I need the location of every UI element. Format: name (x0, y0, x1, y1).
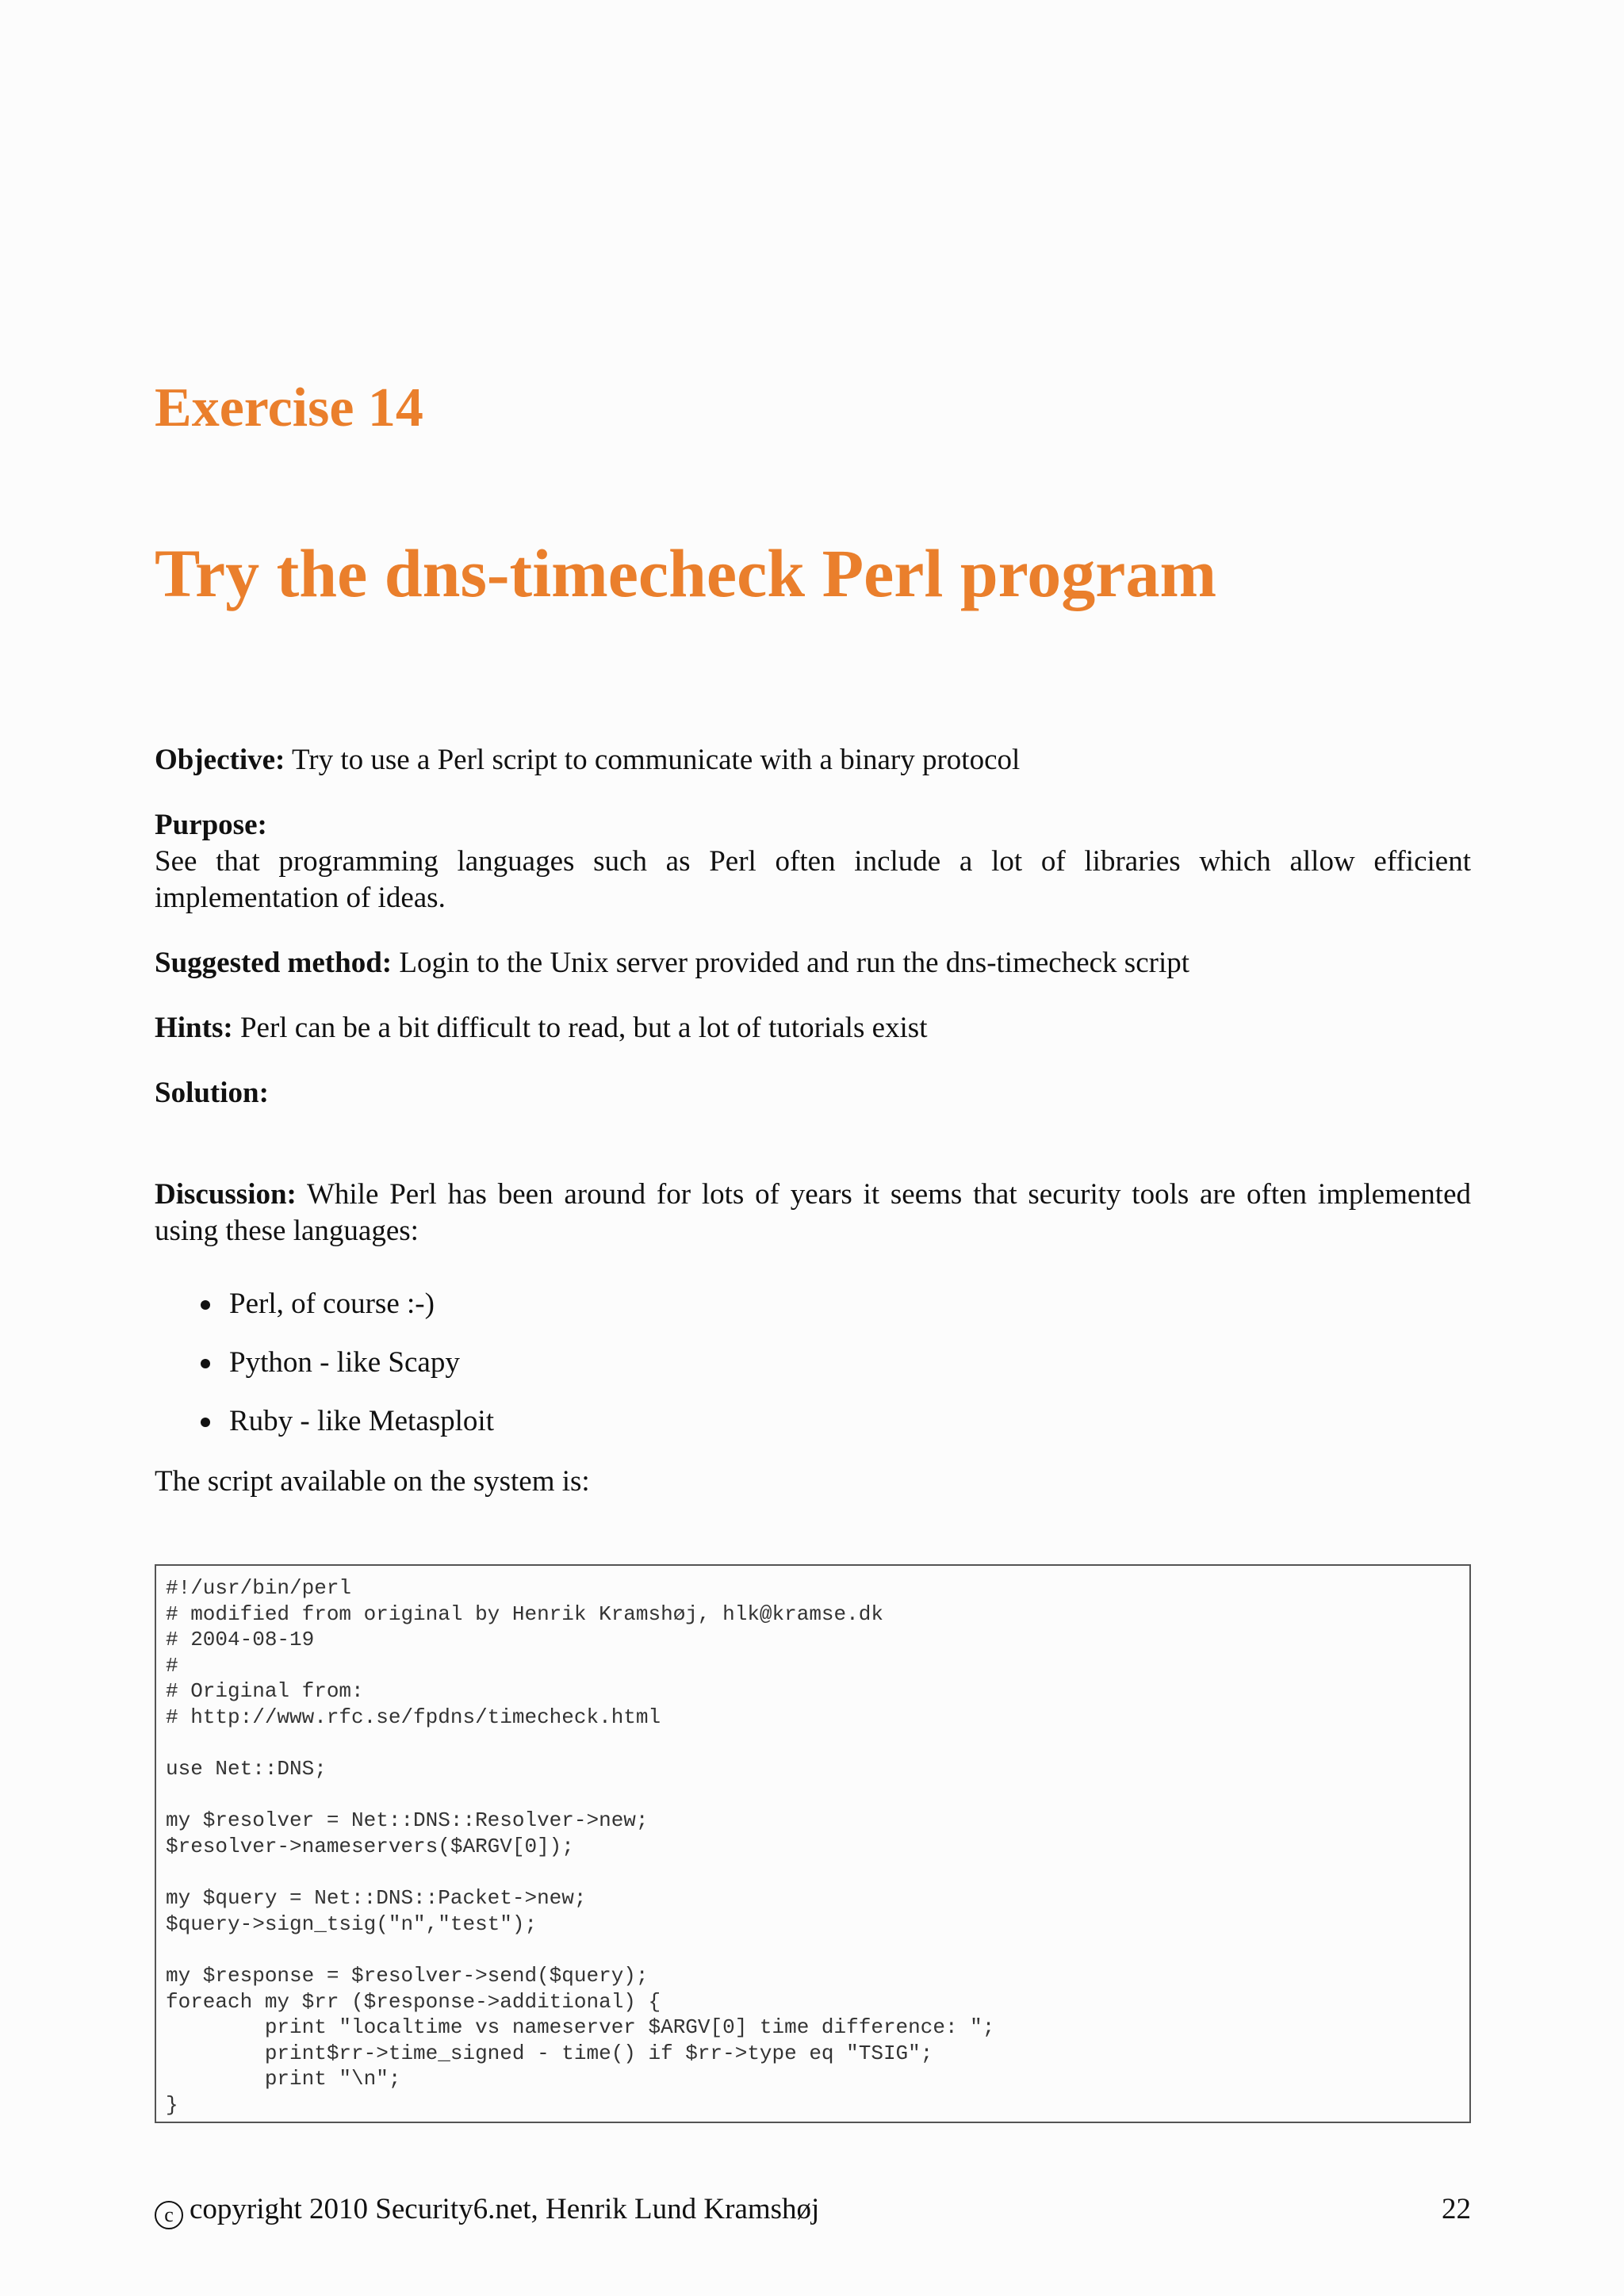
hints-label: Hints: (155, 1012, 233, 1044)
purpose-text: See that programming languages such as Perl often include a lot of libraries which allow efficient implementation of ideas. (155, 845, 1471, 914)
bullet-dot-icon (201, 1418, 210, 1427)
perl-code: #!/usr/bin/perl # modified from original by Henrik Kramshøj, hlk@kramse.dk # 2004-08-19 # # Original from: # http://www.rfc.se/fpdns/timecheck.html use Net::DNS; my $resolver = Net::DNS::Resolver->new; $resolver->nameservers($ARGV[0]); my $query = Net::DNS::Packet->new; $query->sign_tsig("n","test"); my $response = $resolver->send($query); foreach my $rr ($response->additional) { print "localtime vs nameserver $ARGV[0] time difference: "; print$rr->time_signed - time() if $rr->type eq "TSIG"; print "\n"; } (166, 1576, 995, 2117)
exercise-body (155, 742, 1471, 1529)
objective-text: Try to use a Perl script to communicate with a binary protocol (285, 744, 1021, 776)
exercise-label: Exercise 14 (155, 377, 423, 438)
bullet-dot-icon (201, 1359, 210, 1368)
page-title: Try the dns-timecheck Perl program (155, 535, 1217, 611)
discussion-paragraph (155, 1177, 1471, 1249)
list-item-text: Python - like Scapy (229, 1346, 460, 1379)
suggested-method-label: Suggested method: (155, 947, 393, 979)
solution-label: Solution: (155, 1077, 269, 1109)
list-item-text: Ruby - like Metasploit (229, 1405, 494, 1437)
language-list (155, 1286, 1471, 1440)
script-intro: The script available on the system is: (155, 1465, 590, 1498)
page-number: 22 (1442, 2193, 1471, 2225)
suggested-method-text: Login to the Unix server provided and run the dns-timecheck script (392, 947, 1190, 979)
discussion-text: While Perl has been around for lots of years it seems that security tools are often implemented using these languages: (155, 1178, 1471, 1247)
page-footer (155, 2191, 1471, 2229)
list-item (155, 1403, 1471, 1440)
bullet-dot-icon (201, 1300, 210, 1310)
list-item (155, 1345, 1471, 1381)
code-listing (155, 1564, 1471, 2123)
purpose-paragraph (155, 807, 1471, 916)
hints-paragraph (155, 1010, 1471, 1047)
objective-label: Objective: (155, 744, 285, 776)
discussion-label: Discussion: (155, 1178, 297, 1211)
hints-text: Perl can be a bit difficult to read, but a lot of tutorials exist (232, 1012, 928, 1044)
list-item (155, 1286, 1471, 1322)
copyright (155, 2191, 819, 2229)
solution-paragraph (155, 1075, 1471, 1112)
copyright-text: copyright 2010 Security6.net, Henrik Lund Kramshøj (190, 2193, 820, 2225)
copyright-icon: c (155, 2201, 183, 2229)
suggested-method-paragraph (155, 945, 1471, 982)
purpose-label: Purpose: (155, 809, 267, 841)
objective-paragraph (155, 742, 1471, 779)
list-item-text: Perl, of course :-) (229, 1288, 435, 1320)
